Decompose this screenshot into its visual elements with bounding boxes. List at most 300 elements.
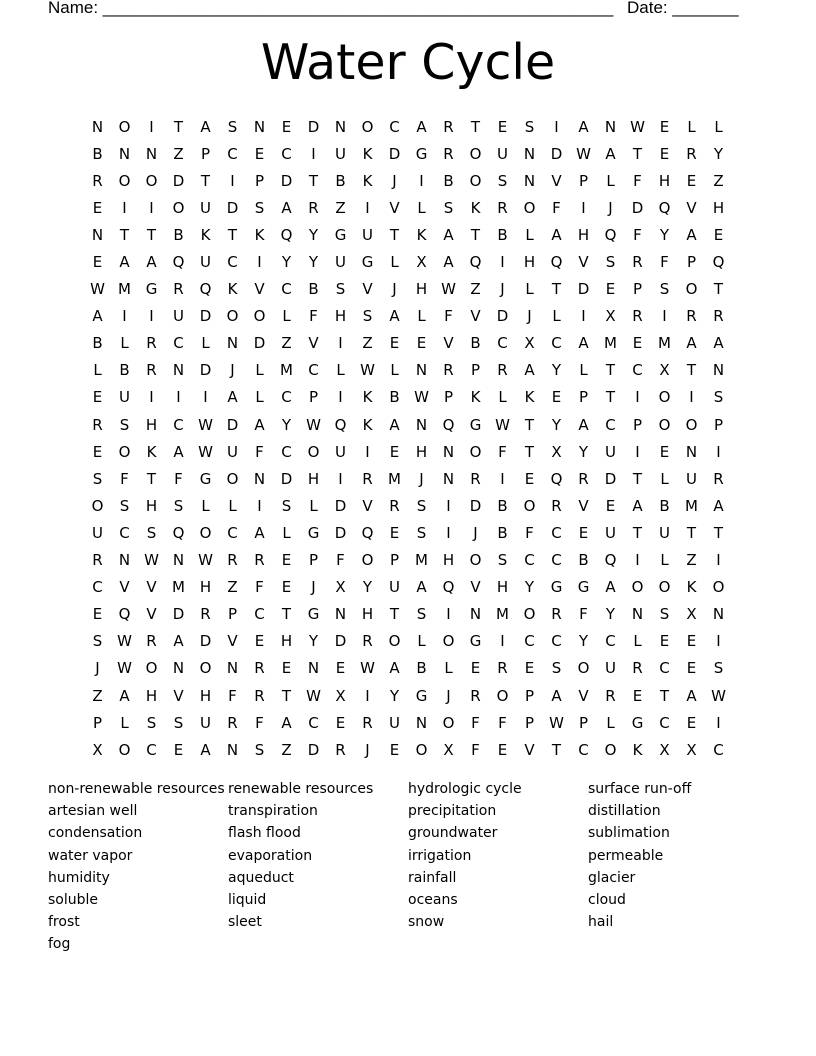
grid-letter[interactable]: F <box>552 198 561 217</box>
grid-letter[interactable]: O <box>604 740 617 759</box>
grid-letter[interactable]: T <box>173 117 184 136</box>
grid-letter[interactable]: Q <box>442 415 455 434</box>
grid-letter[interactable]: O <box>523 496 536 515</box>
grid-letter[interactable]: E <box>92 198 103 217</box>
grid-letter[interactable]: D <box>334 523 347 542</box>
grid-letter[interactable]: R <box>443 117 454 136</box>
grid-letter[interactable]: H <box>361 605 374 624</box>
grid-letter[interactable]: F <box>579 605 588 624</box>
grid-letter[interactable]: C <box>632 361 643 380</box>
grid-letter[interactable]: O <box>631 578 644 597</box>
grid-letter[interactable]: A <box>200 117 211 136</box>
grid-letter[interactable]: L <box>282 307 291 326</box>
grid-letter[interactable]: X <box>605 307 616 326</box>
grid-letter[interactable]: V <box>362 280 373 299</box>
grid-letter[interactable]: E <box>281 578 292 597</box>
grid-letter[interactable]: U <box>605 523 616 542</box>
grid-letter[interactable]: L <box>417 307 426 326</box>
grid-letter[interactable]: H <box>145 415 158 434</box>
grid-letter[interactable]: I <box>446 496 451 515</box>
grid-letter[interactable]: E <box>686 659 697 678</box>
grid-letter[interactable]: O <box>145 659 158 678</box>
grid-letter[interactable]: V <box>470 307 481 326</box>
grid-letter[interactable]: N <box>469 605 482 624</box>
grid-letter[interactable]: E <box>497 740 508 759</box>
grid-letter[interactable]: W <box>495 415 510 434</box>
grid-letter[interactable]: W <box>90 280 105 299</box>
grid-letter[interactable]: I <box>635 442 640 461</box>
grid-letter[interactable]: Y <box>578 442 589 461</box>
grid-letter[interactable]: L <box>282 523 291 542</box>
grid-letter[interactable]: E <box>659 144 670 163</box>
grid-letter[interactable]: C <box>227 253 238 272</box>
grid-letter[interactable]: O <box>145 171 158 190</box>
grid-letter[interactable]: E <box>254 144 265 163</box>
grid-letter[interactable]: L <box>255 388 264 407</box>
grid-letter[interactable]: C <box>551 334 562 353</box>
grid-letter[interactable]: R <box>254 686 265 705</box>
grid-letter[interactable]: H <box>523 253 536 272</box>
grid-letter[interactable]: L <box>606 171 615 190</box>
grid-letter[interactable]: E <box>686 632 697 651</box>
grid-letter[interactable]: S <box>713 659 724 678</box>
grid-letter[interactable]: Q <box>604 225 617 244</box>
grid-letter[interactable]: L <box>660 469 669 488</box>
grid-letter[interactable]: H <box>415 442 428 461</box>
grid-letter[interactable]: Z <box>470 280 481 299</box>
grid-letter[interactable]: H <box>712 198 725 217</box>
grid-letter[interactable]: P <box>686 253 697 272</box>
grid-letter[interactable]: I <box>122 307 127 326</box>
grid-letter[interactable]: R <box>254 659 265 678</box>
grid-letter[interactable]: A <box>389 307 400 326</box>
grid-letter[interactable]: E <box>605 496 616 515</box>
grid-letter[interactable]: R <box>92 415 103 434</box>
grid-letter[interactable]: N <box>442 442 455 461</box>
grid-letter[interactable]: Y <box>659 225 670 244</box>
grid-letter[interactable]: N <box>442 469 455 488</box>
grid-letter[interactable]: U <box>605 659 616 678</box>
grid-letter[interactable]: R <box>632 253 643 272</box>
grid-letter[interactable]: R <box>254 551 265 570</box>
grid-letter[interactable]: Y <box>281 253 292 272</box>
grid-letter[interactable]: N <box>226 334 239 353</box>
grid-letter[interactable]: C <box>389 117 400 136</box>
grid-letter[interactable]: X <box>659 740 670 759</box>
grid-letter[interactable]: Q <box>280 225 293 244</box>
grid-letter[interactable]: K <box>362 171 373 190</box>
grid-letter[interactable]: T <box>389 605 400 624</box>
grid-letter[interactable]: Y <box>308 225 319 244</box>
grid-letter[interactable]: T <box>281 605 292 624</box>
grid-letter[interactable]: I <box>365 198 370 217</box>
grid-letter[interactable]: P <box>578 388 589 407</box>
grid-letter[interactable]: B <box>470 334 481 353</box>
grid-letter[interactable]: G <box>550 578 563 597</box>
grid-letter[interactable]: I <box>662 307 667 326</box>
grid-letter[interactable]: S <box>713 388 724 407</box>
grid-letter[interactable]: V <box>578 496 589 515</box>
grid-letter[interactable]: Q <box>712 253 725 272</box>
grid-letter[interactable]: D <box>199 361 212 380</box>
grid-letter[interactable]: S <box>416 605 427 624</box>
grid-letter[interactable]: L <box>417 198 426 217</box>
grid-letter[interactable]: B <box>497 496 508 515</box>
grid-letter[interactable]: Z <box>686 551 697 570</box>
grid-letter[interactable]: A <box>524 361 535 380</box>
grid-letter[interactable]: J <box>419 469 424 488</box>
grid-letter[interactable]: O <box>226 469 239 488</box>
grid-letter[interactable]: Q <box>361 523 374 542</box>
grid-letter[interactable]: A <box>173 442 184 461</box>
grid-letter[interactable]: S <box>659 280 670 299</box>
grid-letter[interactable]: E <box>92 442 103 461</box>
grid-letter[interactable]: J <box>311 578 316 597</box>
grid-letter[interactable]: R <box>443 361 454 380</box>
grid-letter[interactable]: D <box>199 632 212 651</box>
grid-letter[interactable]: Q <box>550 469 563 488</box>
grid-letter[interactable]: N <box>172 659 185 678</box>
grid-letter[interactable]: C <box>605 632 616 651</box>
grid-letter[interactable]: E <box>335 713 346 732</box>
grid-letter[interactable]: O <box>388 632 401 651</box>
grid-letter[interactable]: Y <box>551 415 562 434</box>
grid-letter[interactable]: Z <box>281 334 292 353</box>
grid-letter[interactable]: A <box>686 225 697 244</box>
grid-letter[interactable]: D <box>280 469 293 488</box>
grid-letter[interactable]: T <box>470 117 481 136</box>
grid-letter[interactable]: I <box>581 307 586 326</box>
grid-letter[interactable]: C <box>551 551 562 570</box>
grid-letter[interactable]: W <box>414 388 429 407</box>
grid-letter[interactable]: P <box>200 144 211 163</box>
grid-letter[interactable]: V <box>524 740 535 759</box>
grid-letter[interactable]: E <box>281 551 292 570</box>
grid-letter[interactable]: I <box>149 198 154 217</box>
grid-letter[interactable]: H <box>145 686 158 705</box>
grid-letter[interactable]: V <box>686 198 697 217</box>
grid-letter[interactable]: K <box>632 740 643 759</box>
grid-letter[interactable]: R <box>470 469 481 488</box>
grid-letter[interactable]: T <box>389 225 400 244</box>
grid-letter[interactable]: K <box>524 388 535 407</box>
grid-letter[interactable]: V <box>119 578 130 597</box>
grid-letter[interactable]: E <box>605 280 616 299</box>
grid-letter[interactable]: K <box>362 388 373 407</box>
grid-letter[interactable]: F <box>471 740 480 759</box>
grid-letter[interactable]: N <box>226 659 239 678</box>
grid-letter[interactable]: O <box>523 605 536 624</box>
grid-letter[interactable]: L <box>606 713 615 732</box>
grid-letter[interactable]: V <box>173 686 184 705</box>
grid-letter[interactable]: R <box>146 361 157 380</box>
grid-letter[interactable]: N <box>226 740 239 759</box>
grid-letter[interactable]: C <box>146 740 157 759</box>
grid-letter[interactable]: R <box>632 659 643 678</box>
grid-letter[interactable]: O <box>496 686 509 705</box>
grid-letter[interactable]: T <box>227 225 238 244</box>
grid-letter[interactable]: R <box>227 551 238 570</box>
grid-letter[interactable]: R <box>335 740 346 759</box>
grid-letter[interactable]: G <box>145 280 158 299</box>
grid-letter[interactable]: T <box>659 686 670 705</box>
grid-letter[interactable]: R <box>173 280 184 299</box>
grid-letter[interactable]: R <box>362 713 373 732</box>
grid-letter[interactable]: P <box>92 713 103 732</box>
grid-letter[interactable]: R <box>308 198 319 217</box>
grid-letter[interactable]: W <box>306 686 321 705</box>
grid-letter[interactable]: Z <box>227 578 238 597</box>
grid-letter[interactable]: X <box>686 605 697 624</box>
grid-letter[interactable]: E <box>713 225 724 244</box>
grid-letter[interactable]: T <box>713 280 724 299</box>
grid-letter[interactable]: A <box>146 253 157 272</box>
grid-letter[interactable]: S <box>119 415 130 434</box>
grid-letter[interactable]: C <box>281 144 292 163</box>
grid-letter[interactable]: K <box>254 225 265 244</box>
grid-letter[interactable]: R <box>389 496 400 515</box>
grid-letter[interactable]: U <box>605 442 616 461</box>
grid-letter[interactable]: E <box>389 442 400 461</box>
grid-letter[interactable]: O <box>199 659 212 678</box>
grid-letter[interactable]: T <box>605 388 616 407</box>
grid-letter[interactable]: C <box>254 605 265 624</box>
grid-letter[interactable]: C <box>551 523 562 542</box>
grid-letter[interactable]: I <box>149 117 154 136</box>
grid-letter[interactable]: W <box>630 117 645 136</box>
grid-letter[interactable]: F <box>660 253 669 272</box>
grid-letter[interactable]: T <box>605 361 616 380</box>
grid-letter[interactable]: U <box>335 442 346 461</box>
grid-letter[interactable]: R <box>551 496 562 515</box>
grid-letter[interactable]: L <box>714 117 723 136</box>
grid-letter[interactable]: U <box>200 253 211 272</box>
grid-letter[interactable]: N <box>604 117 617 136</box>
grid-letter[interactable]: B <box>308 280 319 299</box>
grid-letter[interactable]: Y <box>605 605 616 624</box>
grid-letter[interactable]: V <box>470 578 481 597</box>
grid-letter[interactable]: S <box>362 307 373 326</box>
grid-letter[interactable]: N <box>172 551 185 570</box>
grid-letter[interactable]: H <box>145 496 158 515</box>
grid-letter[interactable]: C <box>173 334 184 353</box>
grid-letter[interactable]: S <box>497 551 508 570</box>
grid-letter[interactable]: A <box>119 253 130 272</box>
grid-letter[interactable]: P <box>524 713 535 732</box>
grid-letter[interactable]: S <box>281 496 292 515</box>
grid-letter[interactable]: B <box>335 171 346 190</box>
grid-letter[interactable]: H <box>577 225 590 244</box>
grid-letter[interactable]: O <box>307 442 320 461</box>
grid-letter[interactable]: Z <box>173 144 184 163</box>
grid-letter[interactable]: L <box>498 388 507 407</box>
grid-letter[interactable]: W <box>117 659 132 678</box>
grid-letter[interactable]: Q <box>172 523 185 542</box>
grid-letter[interactable]: T <box>686 523 697 542</box>
grid-letter[interactable]: O <box>415 740 428 759</box>
grid-letter[interactable]: Z <box>335 198 346 217</box>
grid-letter[interactable]: S <box>524 117 535 136</box>
grid-letter[interactable]: S <box>416 523 427 542</box>
grid-letter[interactable]: C <box>524 632 535 651</box>
grid-letter[interactable]: Q <box>550 253 563 272</box>
grid-letter[interactable]: B <box>578 551 589 570</box>
grid-letter[interactable]: N <box>118 551 131 570</box>
grid-letter[interactable]: J <box>500 280 505 299</box>
grid-letter[interactable]: A <box>416 117 427 136</box>
grid-letter[interactable]: A <box>605 144 616 163</box>
grid-letter[interactable]: Y <box>578 632 589 651</box>
grid-letter[interactable]: Q <box>442 578 455 597</box>
grid-letter[interactable]: I <box>257 253 262 272</box>
grid-letter[interactable]: P <box>632 415 643 434</box>
grid-letter[interactable]: D <box>577 280 590 299</box>
grid-letter[interactable]: S <box>497 171 508 190</box>
grid-letter[interactable]: Y <box>362 578 373 597</box>
grid-letter[interactable]: L <box>255 361 264 380</box>
grid-letter[interactable]: C <box>497 334 508 353</box>
grid-letter[interactable]: Y <box>308 253 319 272</box>
grid-letter[interactable]: A <box>578 334 589 353</box>
grid-letter[interactable]: A <box>713 334 724 353</box>
grid-letter[interactable]: I <box>500 253 505 272</box>
grid-letter[interactable]: U <box>362 225 373 244</box>
grid-letter[interactable]: U <box>659 523 670 542</box>
grid-letter[interactable]: C <box>281 442 292 461</box>
grid-letter[interactable]: I <box>365 442 370 461</box>
grid-letter[interactable]: A <box>713 496 724 515</box>
grid-letter[interactable]: C <box>605 415 616 434</box>
grid-letter[interactable]: E <box>578 523 589 542</box>
grid-letter[interactable]: D <box>334 496 347 515</box>
grid-letter[interactable]: A <box>389 415 400 434</box>
grid-letter[interactable]: V <box>443 334 454 353</box>
grid-letter[interactable]: S <box>92 632 103 651</box>
grid-letter[interactable]: Y <box>524 578 535 597</box>
grid-letter[interactable]: L <box>525 225 534 244</box>
grid-letter[interactable]: S <box>227 117 238 136</box>
grid-letter[interactable]: C <box>308 713 319 732</box>
grid-letter[interactable]: Q <box>658 198 671 217</box>
grid-letter[interactable]: A <box>551 686 562 705</box>
grid-letter[interactable]: J <box>527 307 532 326</box>
grid-letter[interactable]: R <box>713 469 724 488</box>
grid-letter[interactable]: K <box>362 415 373 434</box>
grid-letter[interactable]: U <box>173 307 184 326</box>
grid-letter[interactable]: N <box>172 361 185 380</box>
grid-letter[interactable]: O <box>118 740 131 759</box>
grid-letter[interactable]: F <box>255 713 264 732</box>
grid-letter[interactable]: E <box>524 469 535 488</box>
grid-letter[interactable]: R <box>443 144 454 163</box>
grid-letter[interactable]: B <box>173 225 184 244</box>
grid-letter[interactable]: F <box>174 469 183 488</box>
grid-letter[interactable]: C <box>92 578 103 597</box>
grid-letter[interactable]: K <box>686 578 697 597</box>
grid-letter[interactable]: S <box>146 523 157 542</box>
grid-letter[interactable]: I <box>365 686 370 705</box>
grid-letter[interactable]: T <box>551 740 562 759</box>
grid-letter[interactable]: D <box>199 307 212 326</box>
grid-letter[interactable]: T <box>686 361 697 380</box>
grid-letter[interactable]: L <box>336 361 345 380</box>
grid-letter[interactable]: P <box>578 171 589 190</box>
grid-letter[interactable]: K <box>227 280 238 299</box>
grid-letter[interactable]: T <box>470 225 481 244</box>
grid-letter[interactable]: T <box>200 171 211 190</box>
grid-letter[interactable]: O <box>118 442 131 461</box>
grid-letter[interactable]: C <box>524 551 535 570</box>
grid-letter[interactable]: U <box>686 469 697 488</box>
grid-letter[interactable]: C <box>119 523 130 542</box>
grid-letter[interactable]: M <box>388 469 401 488</box>
grid-letter[interactable]: H <box>199 578 212 597</box>
grid-letter[interactable]: V <box>308 334 319 353</box>
grid-letter[interactable]: D <box>307 117 320 136</box>
grid-letter[interactable]: G <box>415 144 428 163</box>
grid-letter[interactable]: E <box>92 605 103 624</box>
grid-letter[interactable]: A <box>443 253 454 272</box>
grid-letter[interactable]: W <box>441 280 456 299</box>
grid-letter[interactable]: P <box>389 551 400 570</box>
grid-letter[interactable]: W <box>117 632 132 651</box>
grid-letter[interactable]: I <box>635 388 640 407</box>
grid-letter[interactable]: N <box>145 144 158 163</box>
grid-letter[interactable]: N <box>334 605 347 624</box>
grid-letter[interactable]: R <box>92 551 103 570</box>
grid-letter[interactable]: Q <box>604 551 617 570</box>
grid-letter[interactable]: O <box>361 551 374 570</box>
grid-letter[interactable]: R <box>146 334 157 353</box>
grid-letter[interactable]: V <box>146 605 157 624</box>
grid-letter[interactable]: A <box>200 740 211 759</box>
grid-letter[interactable]: E <box>497 117 508 136</box>
grid-letter[interactable]: H <box>415 280 428 299</box>
grid-letter[interactable]: Q <box>334 415 347 434</box>
grid-letter[interactable]: N <box>523 144 536 163</box>
grid-letter[interactable]: D <box>172 171 185 190</box>
grid-letter[interactable]: E <box>686 171 697 190</box>
grid-letter[interactable]: I <box>716 551 721 570</box>
grid-letter[interactable]: K <box>146 442 157 461</box>
grid-letter[interactable]: U <box>119 388 130 407</box>
grid-letter[interactable]: U <box>227 442 238 461</box>
grid-letter[interactable]: L <box>552 307 561 326</box>
grid-letter[interactable]: W <box>198 442 213 461</box>
grid-letter[interactable]: I <box>500 632 505 651</box>
grid-letter[interactable]: R <box>551 605 562 624</box>
grid-letter[interactable]: F <box>444 307 453 326</box>
grid-letter[interactable]: I <box>716 442 721 461</box>
grid-letter[interactable]: O <box>442 713 455 732</box>
grid-letter[interactable]: R <box>227 713 238 732</box>
grid-letter[interactable]: L <box>201 496 210 515</box>
grid-letter[interactable]: R <box>686 307 697 326</box>
grid-letter[interactable]: R <box>362 632 373 651</box>
grid-letter[interactable]: N <box>415 713 428 732</box>
grid-letter[interactable]: J <box>608 198 613 217</box>
grid-letter[interactable]: U <box>92 523 103 542</box>
grid-letter[interactable]: I <box>635 551 640 570</box>
grid-letter[interactable]: S <box>416 496 427 515</box>
grid-letter[interactable]: X <box>551 442 562 461</box>
grid-letter[interactable]: B <box>443 171 454 190</box>
grid-letter[interactable]: D <box>469 496 482 515</box>
grid-letter[interactable]: M <box>658 334 671 353</box>
grid-letter[interactable]: H <box>496 578 509 597</box>
grid-letter[interactable]: H <box>658 171 671 190</box>
grid-letter[interactable]: A <box>686 686 697 705</box>
